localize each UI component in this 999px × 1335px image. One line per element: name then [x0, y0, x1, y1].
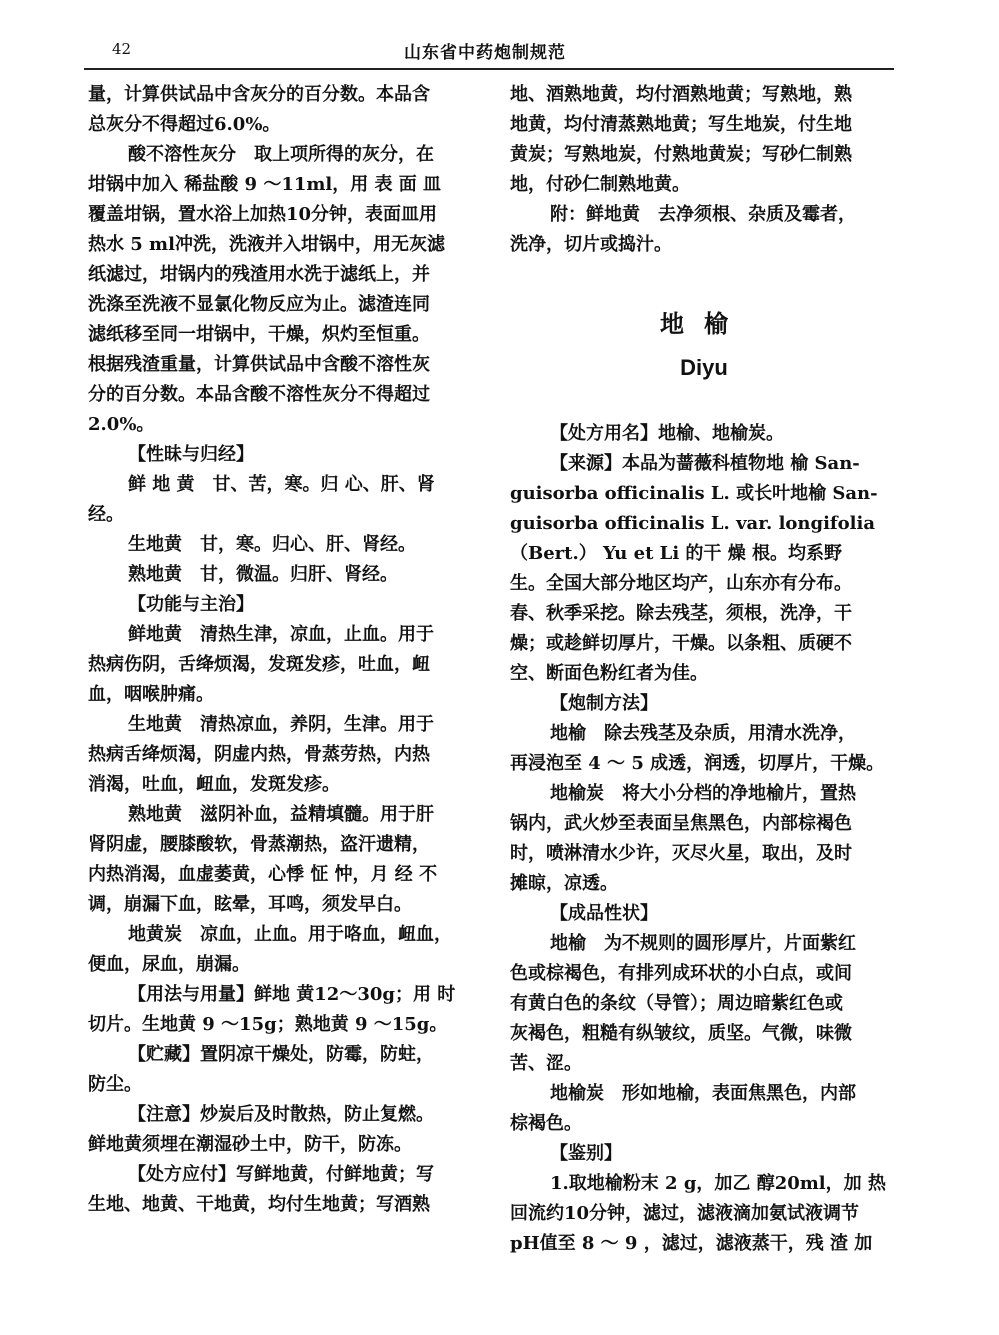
page-header: [84, 36, 894, 66]
text-line: guisorba officinalis L. var. longifolia: [510, 513, 876, 534]
text-line: 鲜地黄 清热生津，凉血，止血。用于: [128, 624, 434, 645]
text-line: 【炮制方法】: [550, 693, 658, 714]
text-line: 再浸泡至 4 ～ 5 成透，润透，切厚片，干燥。: [510, 753, 885, 774]
text-line: 熟地黄 甘，微温。归肝、肾经。: [128, 564, 398, 585]
text-line: 【成品性状】: [550, 903, 658, 924]
right-column: [510, 80, 898, 1259]
text-line: 量，计算供试品中含灰分的百分数。本品含: [88, 84, 430, 105]
page-number: 42: [112, 40, 132, 58]
text-line: 分的百分数。本品含酸不溶性灰分不得超过: [88, 384, 430, 405]
text-line: 洗净，切片或捣汁。: [510, 234, 672, 255]
right-column-bottom: [510, 419, 898, 1259]
text-line: 血，咽喉肿痛。: [88, 684, 214, 705]
header-rule: [84, 68, 894, 70]
text-line: 滤纸移至同一坩锅中，干燥，炽灼至恒重。: [88, 324, 430, 345]
text-line: 地榆炭 将大小分档的净地榆片，置热: [550, 783, 856, 804]
text-line: 回流约10分钟，滤过，滤液滴加氨试液调节: [510, 1203, 860, 1224]
text-line: 调，崩漏下血，眩晕，耳鸣，须发早白。: [88, 894, 412, 915]
text-line: 【鉴别】: [550, 1143, 622, 1164]
text-line: 【处方应付】写鲜地黄，付鲜地黄；写: [128, 1164, 434, 1185]
text-line: 锅内，武火炒至表面呈焦黑色，内部棕褐色: [510, 813, 852, 834]
text-line: 防尘。: [88, 1074, 142, 1095]
text-line: 肾阴虚，腰膝酸软，骨蒸潮热，盗汗遗精，: [88, 834, 430, 855]
running-title: 山东省中药炮制规范: [404, 43, 566, 63]
text-line: 地，付砂仁制熟地黄。: [510, 174, 690, 195]
text-line: 春、秋季采挖。除去残茎，须根，洗净，干: [510, 603, 852, 624]
text-line: 经。: [88, 504, 124, 525]
text-line: 切片。生地黄 9 ～15g；熟地黄 9 ～15g。: [88, 1014, 448, 1035]
text-line: 洗涤至洗液不显氯化物反应为止。滤渣连同: [88, 294, 430, 315]
text-line: pH值至 8 ～ 9 ，滤过，滤液蒸干，残 渣 加: [510, 1233, 873, 1254]
text-line: 地黄，均付清蒸熟地黄；写生地炭，付生地: [510, 114, 852, 135]
text-line: 燥；或趁鲜切厚片，干燥。以条粗、质硬不: [510, 633, 852, 654]
text-line: 生地黄 清热凉血，养阴，生津。用于: [128, 714, 434, 735]
text-line: 黄炭；写熟地炭，付熟地黄炭；写砂仁制熟: [510, 144, 852, 165]
text-line: 地榆 除去残茎及杂质，用清水洗净，: [550, 723, 856, 744]
text-line: 摊晾，凉透。: [510, 873, 618, 894]
text-line: 【用法与用量】鲜地 黄12～30g；用 时: [128, 984, 456, 1005]
text-line: 2.0%。: [88, 414, 155, 435]
text-line: 根据残渣重量，计算供试品中含酸不溶性灰: [88, 354, 430, 375]
text-line: 鲜 地 黄 甘、苦，寒。归 心、肝、肾: [128, 474, 435, 495]
text-line: 地、酒熟地黄，均付酒熟地黄；写熟地，熟: [510, 84, 852, 105]
text-line: 热病伤阴，舌绛烦渴，发斑发疹，吐血，衄: [88, 654, 430, 675]
text-line: 地榆炭 形如地榆，表面焦黑色，内部: [550, 1083, 856, 1104]
text-line: 坩锅中加入 稀盐酸 9 ～11ml，用 表 面 皿: [88, 174, 442, 195]
text-line: 棕褐色。: [510, 1113, 582, 1134]
left-column: [88, 80, 484, 1220]
text-line: 地黄炭 凉血，止血。用于咯血，衄血，: [128, 924, 452, 945]
text-line: 总灰分不得超过6.0%。: [88, 114, 281, 135]
text-line: 【功能与主治】: [128, 594, 254, 615]
text-line: 便血，尿血，崩漏。: [88, 954, 250, 975]
text-line: 内热消渴，血虚萎黄，心悸 怔 忡，月 经 不: [88, 864, 438, 885]
text-line: 纸滤过，坩锅内的残渣用水洗于滤纸上，并: [88, 264, 430, 285]
text-line: 覆盖坩锅，置水浴上加热10分钟，表面皿用: [88, 204, 438, 225]
entry-title-pinyin: Diyu: [680, 355, 728, 380]
text-line: 生地黄 甘，寒。归心、肝、肾经。: [128, 534, 416, 555]
text-line: 【性昧与归经】: [128, 444, 254, 465]
text-line: （Bert.） Yu et Li 的干 燥 根。均系野: [510, 543, 842, 564]
text-line: 消渴，吐血，衄血，发斑发疹。: [88, 774, 340, 795]
text-line: 鲜地黄须埋在潮湿砂土中，防干，防冻。: [88, 1134, 412, 1155]
text-line: 灰褐色，粗糙有纵皱纹，质坚。气微，味微: [510, 1023, 852, 1044]
text-line: 1.取地榆粉末 2 g，加乙 醇20ml，加 热: [550, 1173, 886, 1194]
text-line: 空、断面色粉红者为佳。: [510, 663, 708, 684]
text-line: 热水 5 ml冲洗，洗液并入坩锅中，用无灰滤: [88, 234, 445, 255]
text-line: 生。全国大部分地区均产，山东亦有分布。: [510, 573, 852, 594]
text-line: 附：鲜地黄 去净须根、杂质及霉者，: [550, 204, 856, 225]
spacer: [510, 391, 898, 419]
text-line: 时，喷淋清水少许，灭尽火星，取出，及时: [510, 843, 852, 864]
entry-title-chinese: 地榆: [660, 309, 748, 338]
text-line: 有黄白色的条纹（导管）；周边暗紫红色或: [510, 993, 843, 1014]
text-line: 苦、涩。: [510, 1053, 582, 1074]
text-line: 生地、地黄、干地黄，均付生地黄；写酒熟: [88, 1194, 430, 1215]
text-line: 色或棕褐色，有排列成环状的小白点，或间: [510, 963, 852, 984]
text-line: 【处方用名】地榆、地榆炭。: [550, 423, 784, 444]
text-line: guisorba officinalis L. 或长叶地榆 San-: [510, 483, 878, 504]
text-line: 【来源】本品为蔷薇科植物地 榆 San-: [550, 453, 860, 474]
text-line: 地榆 为不规则的圆形厚片，片面紫红: [550, 933, 856, 954]
text-line: 热病舌绛烦渴，阴虚内热，骨蒸劳热，内热: [88, 744, 430, 765]
right-column-top: [510, 80, 898, 260]
text-line: 熟地黄 滋阴补血，益精填髓。用于肝: [128, 804, 434, 825]
spacer: [510, 260, 898, 293]
text-line: 【注意】炒炭后及时散热，防止复燃。: [128, 1104, 434, 1125]
text-line: 酸不溶性灰分 取上项所得的灰分，在: [128, 144, 434, 165]
text-line: 【贮藏】置阴凉干燥处，防霉，防蛀，: [128, 1044, 434, 1065]
